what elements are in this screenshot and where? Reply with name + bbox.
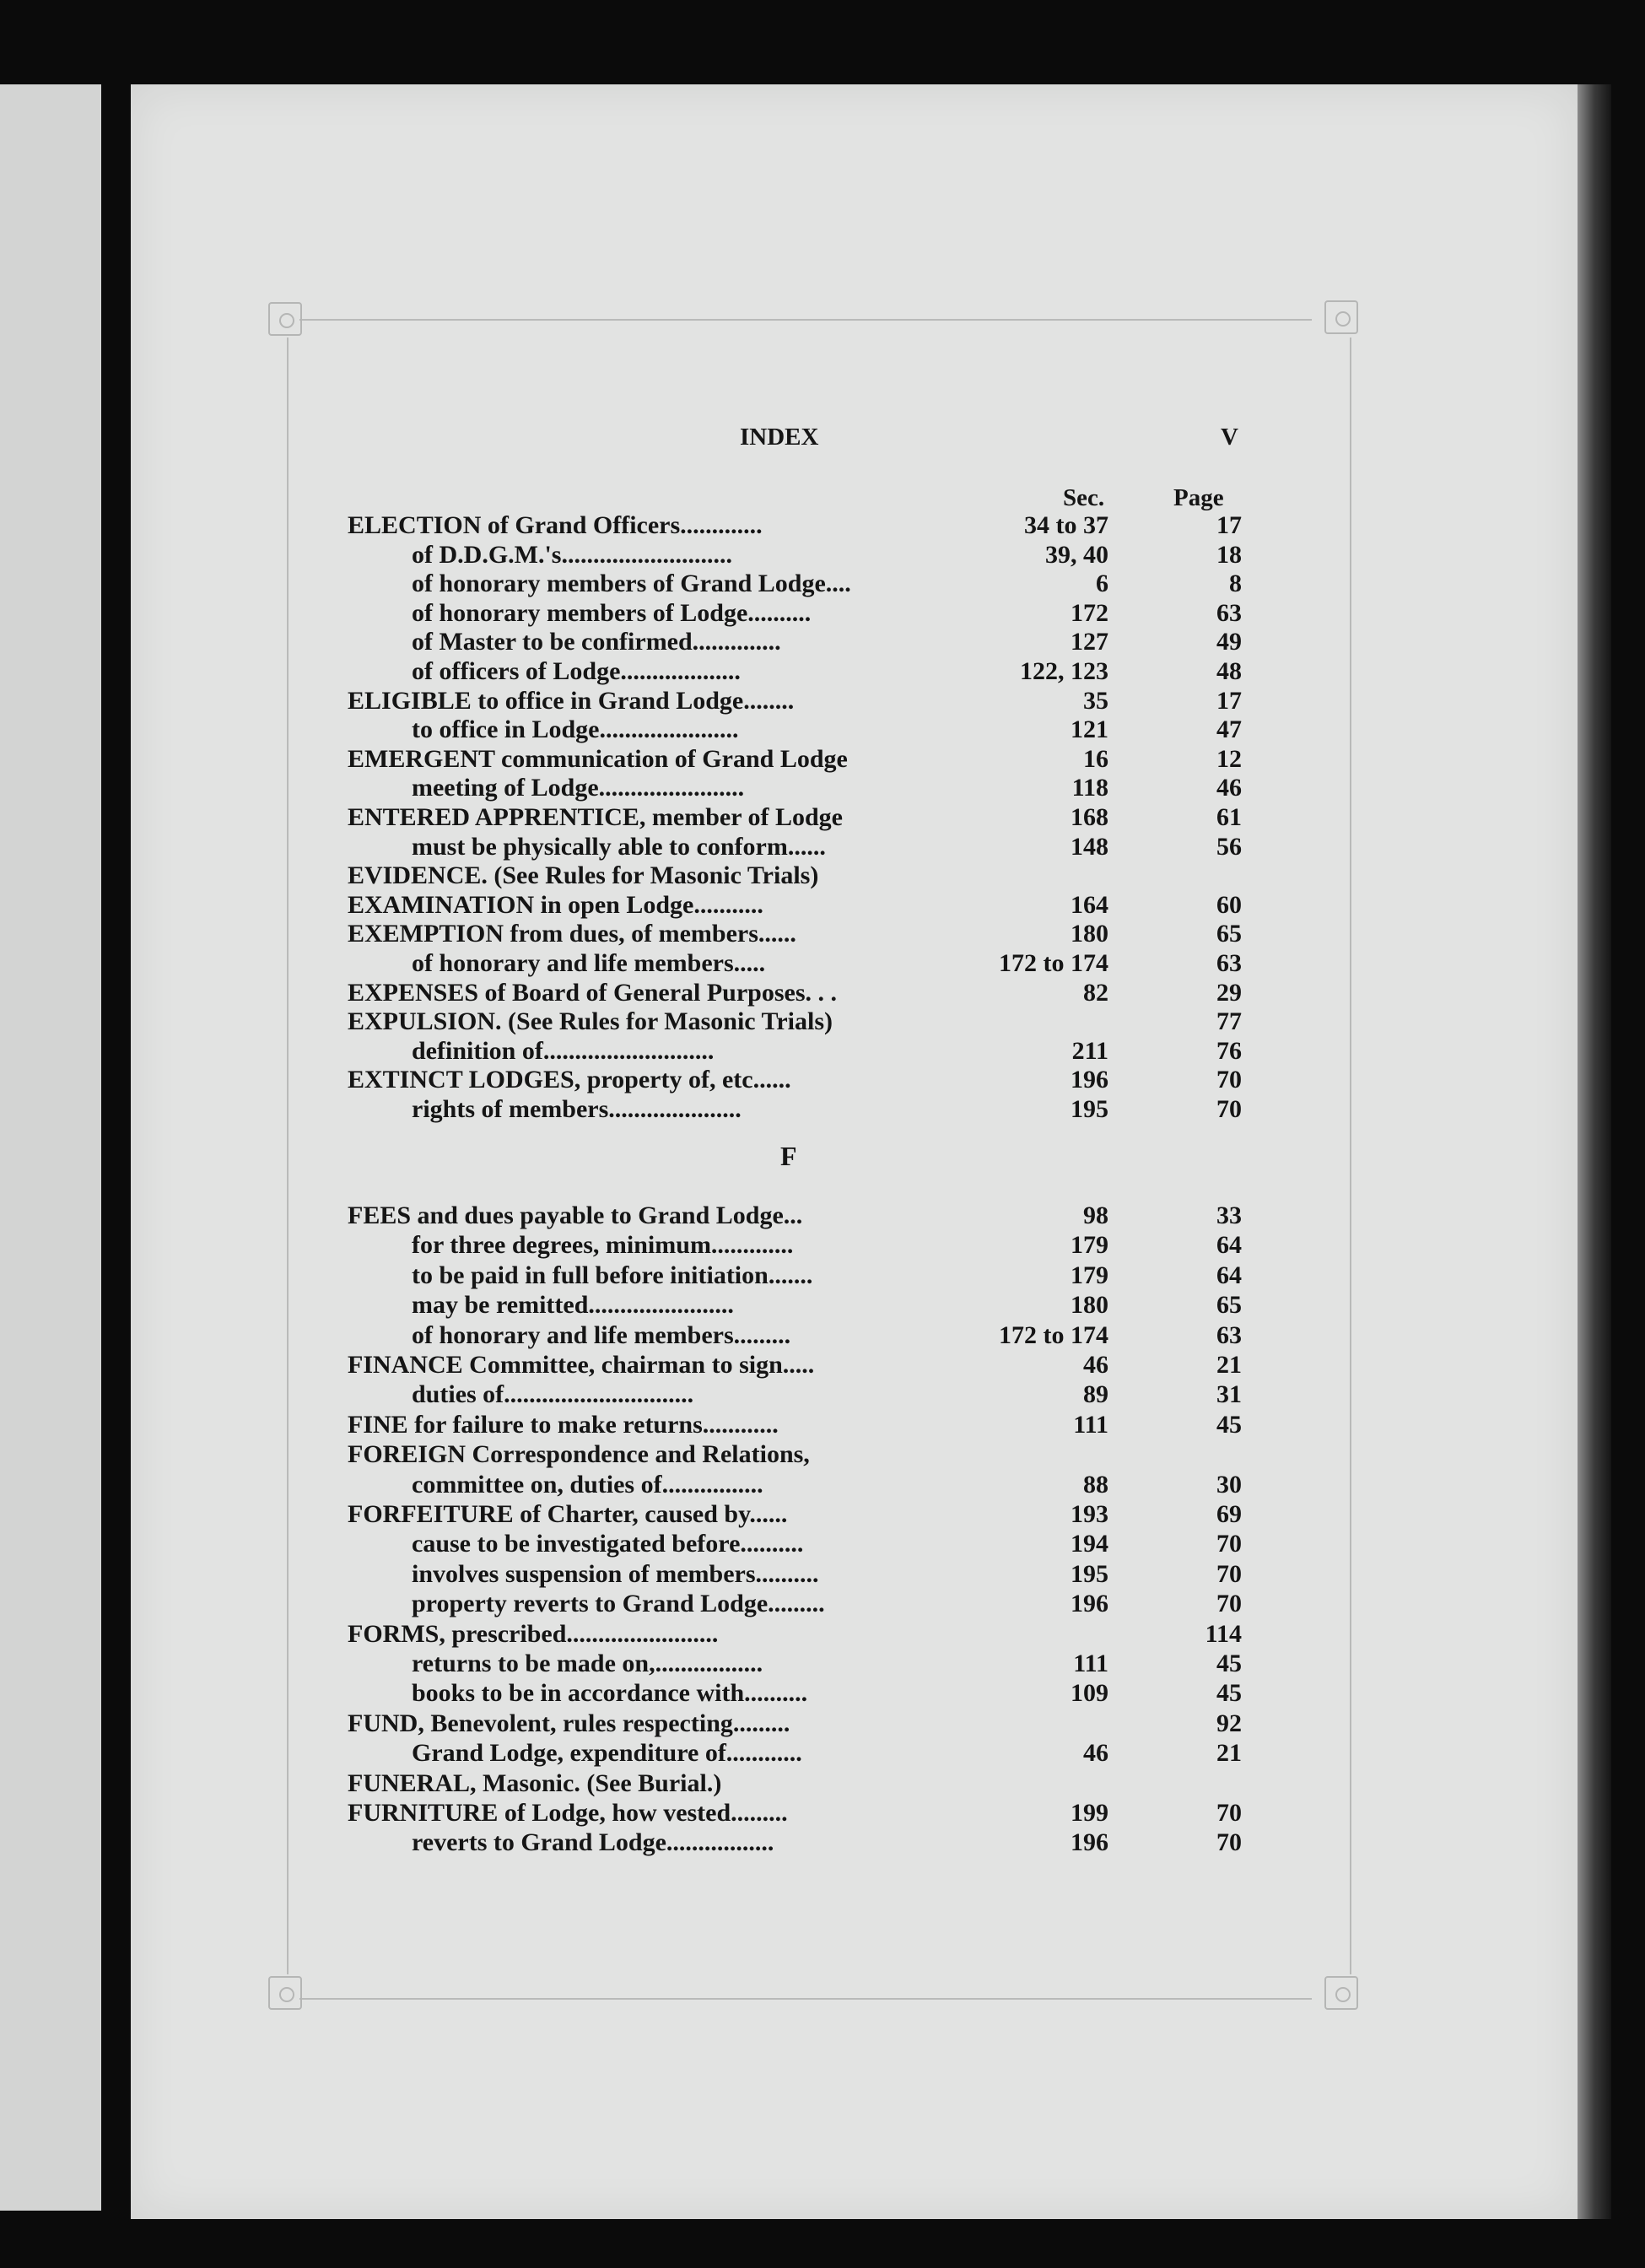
index-entry-section: 127 bbox=[1071, 628, 1108, 656]
index-entry bbox=[348, 1411, 1242, 1439]
index-entry-section: 39, 40 bbox=[1045, 540, 1108, 569]
index-entry bbox=[348, 687, 1242, 716]
index-entry-term: reverts to Grand Lodge................. bbox=[412, 1828, 774, 1857]
index-entry-term: FUNERAL, Masonic. (See Burial.) bbox=[348, 1768, 722, 1797]
adjacent-page-edge bbox=[0, 84, 101, 2211]
index-entry-section: 172 bbox=[1071, 598, 1108, 627]
index-entry-page: 46 bbox=[1216, 774, 1242, 802]
index-entry-page: 76 bbox=[1216, 1036, 1242, 1065]
index-entry-term: FINE for failure to make returns............ bbox=[348, 1410, 779, 1439]
index-entry bbox=[348, 891, 1242, 920]
index-entry bbox=[348, 861, 1242, 890]
index-entry-page: 70 bbox=[1216, 1590, 1242, 1618]
index-entry bbox=[348, 1799, 1242, 1828]
index-entry-term: to be paid in full before initiation....... bbox=[412, 1261, 813, 1289]
index-entry-section: 111 bbox=[1073, 1650, 1108, 1677]
index-entry bbox=[348, 1769, 1242, 1798]
index-entry-page: 63 bbox=[1216, 1320, 1242, 1349]
index-entry bbox=[348, 1500, 1242, 1529]
index-entry-section: 121 bbox=[1071, 716, 1108, 744]
index-entry-page: 47 bbox=[1216, 716, 1242, 744]
index-entry-page: 21 bbox=[1216, 1351, 1242, 1379]
index-entry bbox=[348, 1471, 1242, 1499]
index-entry-term: to office in Lodge...................... bbox=[412, 716, 739, 744]
index-entry bbox=[348, 1828, 1242, 1857]
index-entry-page: 45 bbox=[1216, 1410, 1242, 1439]
index-entry-term: EXPULSION. (See Rules for Masonic Trials) bbox=[348, 1007, 833, 1036]
index-entry-page: 56 bbox=[1216, 832, 1242, 861]
index-entry bbox=[348, 716, 1242, 744]
index-entry-section: 168 bbox=[1071, 803, 1108, 831]
index-entry bbox=[348, 1202, 1242, 1230]
index-entry-term: Grand Lodge, expenditure of............ bbox=[412, 1739, 802, 1768]
index-entry-page: 30 bbox=[1216, 1470, 1242, 1498]
index-entry-page: 12 bbox=[1216, 744, 1242, 773]
index-entry-page: 92 bbox=[1216, 1709, 1242, 1737]
index-entry-section: 172 to 174 bbox=[999, 1320, 1108, 1349]
corner-ornament-top-left bbox=[268, 302, 302, 336]
book-binding-edge bbox=[1578, 84, 1611, 2219]
index-entry-section: 164 bbox=[1071, 890, 1108, 919]
frame-bottom-line bbox=[299, 1998, 1312, 2000]
index-entry-term: meeting of Lodge....................... bbox=[412, 774, 745, 802]
index-entry-term: EXAMINATION in open Lodge........... bbox=[348, 890, 763, 919]
index-entry-term: EVIDENCE. (See Rules for Masonic Trials) bbox=[348, 861, 819, 890]
index-entry-page: 70 bbox=[1216, 1828, 1242, 1857]
index-entry-term: committee on, duties of................ bbox=[412, 1470, 763, 1498]
index-entry bbox=[348, 979, 1242, 1007]
index-entry-term: duties of.............................. bbox=[412, 1380, 694, 1409]
index-entry bbox=[348, 1590, 1242, 1618]
index-entry-page: 70 bbox=[1216, 1799, 1242, 1827]
index-entry-section: 172 to 174 bbox=[999, 949, 1108, 977]
index-entry-term: EXEMPTION from dues, of members...... bbox=[348, 920, 796, 948]
index-entry-term: definition of........................... bbox=[412, 1036, 715, 1065]
index-entry-term: ELIGIBLE to office in Grand Lodge........ bbox=[348, 686, 795, 715]
page-title: INDEX bbox=[740, 424, 819, 451]
index-entry bbox=[348, 1380, 1242, 1409]
corner-ornament-bottom-right bbox=[1324, 1976, 1358, 2010]
index-entry-term: of D.D.G.M.'s........................... bbox=[412, 540, 732, 569]
index-entry-term: of Master to be confirmed.............. bbox=[412, 628, 781, 656]
index-entry-section: 16 bbox=[1083, 744, 1108, 773]
index-entry-term: EMERGENT communication of Grand Lodge bbox=[348, 744, 848, 773]
index-entry bbox=[348, 1351, 1242, 1380]
index-entry bbox=[348, 803, 1242, 832]
index-entry-term: FEES and dues payable to Grand Lodge... bbox=[348, 1202, 803, 1229]
index-entry-term: FUND, Benevolent, rules respecting......... bbox=[348, 1709, 790, 1737]
index-entry-page: 48 bbox=[1216, 657, 1242, 685]
index-entry-section: 180 bbox=[1071, 920, 1108, 948]
index-entry bbox=[348, 1679, 1242, 1708]
index-entry-page: 63 bbox=[1216, 598, 1242, 627]
frame-right-line bbox=[1350, 338, 1351, 1974]
index-entry bbox=[348, 1560, 1242, 1589]
index-entry bbox=[348, 1291, 1242, 1320]
index-entry-term: FORFEITURE of Charter, caused by...... bbox=[348, 1500, 788, 1528]
index-entry-term: must be physically able to conform...... bbox=[412, 832, 826, 861]
index-entry-term: of honorary and life members......... bbox=[412, 1320, 791, 1349]
index-entry-term: EXTINCT LODGES, property of, etc...... bbox=[348, 1066, 791, 1094]
page-column-header: Page bbox=[1173, 484, 1224, 511]
index-entry bbox=[348, 511, 1242, 540]
index-entry bbox=[348, 1231, 1242, 1260]
index-entry-term: ENTERED APPRENTICE, member of Lodge bbox=[348, 803, 843, 831]
index-entry-term: books to be in accordance with.......... bbox=[412, 1679, 808, 1708]
sec-column-header: Sec. bbox=[1063, 484, 1105, 511]
index-entry-term: FINANCE Committee, chairman to sign..... bbox=[348, 1351, 815, 1379]
index-entry bbox=[348, 1440, 1242, 1469]
index-entry-page: 60 bbox=[1216, 890, 1242, 919]
index-entry bbox=[348, 570, 1242, 598]
index-entry-term: of honorary and life members..... bbox=[412, 949, 766, 977]
index-entry-page: 45 bbox=[1216, 1679, 1242, 1708]
index-entry-section: 89 bbox=[1083, 1380, 1108, 1409]
index-entry-term: of officers of Lodge................... bbox=[412, 657, 741, 685]
index-entry-page: 69 bbox=[1216, 1500, 1242, 1528]
index-entry bbox=[348, 1530, 1242, 1558]
index-entry-section: 179 bbox=[1071, 1261, 1108, 1289]
index-entry-page: 18 bbox=[1216, 540, 1242, 569]
index-entry bbox=[348, 541, 1242, 570]
index-entry-section: 196 bbox=[1071, 1066, 1108, 1094]
index-entry-term: FORMS, prescribed........................ bbox=[348, 1619, 719, 1648]
index-entry-section: 122, 123 bbox=[1020, 657, 1108, 685]
index-entry-page: 64 bbox=[1216, 1261, 1242, 1289]
index-entry-section: 196 bbox=[1071, 1590, 1108, 1618]
index-entry bbox=[348, 745, 1242, 774]
index-entry-section: 46 bbox=[1083, 1351, 1108, 1379]
index-entry-page: 70 bbox=[1216, 1095, 1242, 1123]
index-entry-page: 70 bbox=[1216, 1066, 1242, 1094]
index-entry-term: ELECTION of Grand Officers............. bbox=[348, 511, 763, 539]
index-entry-section: 196 bbox=[1071, 1828, 1108, 1857]
frame-left-line bbox=[287, 338, 289, 1974]
index-entry-section: 211 bbox=[1071, 1036, 1108, 1065]
index-entry-page: 17 bbox=[1216, 511, 1242, 539]
index-entry-section: 193 bbox=[1071, 1500, 1108, 1528]
index-entry-page: 61 bbox=[1216, 803, 1242, 831]
index-entry-page: 21 bbox=[1216, 1739, 1242, 1768]
index-entry-page: 65 bbox=[1216, 920, 1242, 948]
index-entry-page: 77 bbox=[1216, 1007, 1242, 1036]
index-entry-section: 35 bbox=[1083, 686, 1108, 715]
index-entry-page: 114 bbox=[1205, 1619, 1242, 1648]
index-entry bbox=[348, 1261, 1242, 1290]
index-entry-page: 17 bbox=[1216, 686, 1242, 715]
scanned-page bbox=[131, 84, 1578, 2219]
index-entry-page: 29 bbox=[1216, 978, 1242, 1007]
index-entry-section: 195 bbox=[1071, 1095, 1108, 1123]
index-entry-page: 45 bbox=[1216, 1650, 1242, 1677]
index-entry bbox=[348, 1007, 1242, 1036]
index-entry-term: returns to be made on,................. bbox=[412, 1650, 763, 1677]
index-entry-section: 180 bbox=[1071, 1291, 1108, 1320]
index-entry-section: 34 to 37 bbox=[1024, 511, 1108, 539]
index-entry-section: 195 bbox=[1071, 1559, 1108, 1588]
index-entry-term: of honorary members of Lodge.......... bbox=[412, 598, 812, 627]
index-entry-page: 64 bbox=[1216, 1231, 1242, 1260]
index-entry-section: 46 bbox=[1083, 1739, 1108, 1768]
index-entry-section: 82 bbox=[1083, 978, 1108, 1007]
index-entry bbox=[348, 1650, 1242, 1678]
index-entry bbox=[348, 1095, 1242, 1124]
index-entry bbox=[348, 599, 1242, 628]
index-entry-section: 199 bbox=[1071, 1799, 1108, 1827]
index-entry-term: EXPENSES of Board of General Purposes. . . bbox=[348, 978, 838, 1007]
index-entry-section: 109 bbox=[1071, 1679, 1108, 1708]
index-entry bbox=[348, 628, 1242, 656]
index-entry-term: for three degrees, minimum............. bbox=[412, 1231, 794, 1260]
index-entry-term: may be remitted....................... bbox=[412, 1291, 734, 1320]
index-entry bbox=[348, 1739, 1242, 1768]
index-entry-page: 8 bbox=[1229, 570, 1242, 598]
index-entry bbox=[348, 1066, 1242, 1094]
index-entry-page: 33 bbox=[1216, 1202, 1242, 1229]
index-entry-section: 179 bbox=[1071, 1231, 1108, 1260]
index-entry-page: 65 bbox=[1216, 1291, 1242, 1320]
index-entry bbox=[348, 1037, 1242, 1066]
index-entry bbox=[348, 949, 1242, 978]
index-entry-section: 118 bbox=[1071, 774, 1108, 802]
index-entry-section: 98 bbox=[1083, 1202, 1108, 1229]
index-entry bbox=[348, 920, 1242, 948]
index-entry bbox=[348, 1620, 1242, 1649]
index-entry-section: 194 bbox=[1071, 1530, 1108, 1558]
index-entry-page: 31 bbox=[1216, 1380, 1242, 1409]
page-number: V bbox=[1221, 424, 1238, 451]
index-entry-term: cause to be investigated before.......... bbox=[412, 1530, 804, 1558]
index-entry-page: 63 bbox=[1216, 949, 1242, 977]
index-entry bbox=[348, 1321, 1242, 1350]
index-entry bbox=[348, 657, 1242, 686]
index-entry bbox=[348, 1709, 1242, 1738]
index-entry-page: 70 bbox=[1216, 1530, 1242, 1558]
index-entry-page: 49 bbox=[1216, 628, 1242, 656]
index-entry-term: FURNITURE of Lodge, how vested......... bbox=[348, 1799, 788, 1827]
section-letter-f: F bbox=[780, 1141, 797, 1171]
index-entry-section: 148 bbox=[1071, 832, 1108, 861]
index-entry-term: rights of members..................... bbox=[412, 1095, 742, 1123]
index-entry bbox=[348, 833, 1242, 861]
index-entry-section: 88 bbox=[1083, 1470, 1108, 1498]
index-entry-section: 6 bbox=[1096, 570, 1108, 598]
index-entry bbox=[348, 774, 1242, 802]
corner-ornament-bottom-left bbox=[268, 1976, 302, 2010]
index-entry-term: property reverts to Grand Lodge......... bbox=[412, 1590, 825, 1618]
index-entry-term: of honorary members of Grand Lodge.... bbox=[412, 570, 851, 598]
index-entry-term: FOREIGN Correspondence and Relations, bbox=[348, 1440, 810, 1469]
corner-ornament-top-right bbox=[1324, 300, 1358, 334]
frame-top-line bbox=[299, 319, 1312, 321]
index-entry-term: involves suspension of members.......... bbox=[412, 1559, 819, 1588]
index-entry-section: 111 bbox=[1073, 1410, 1108, 1439]
index-entry-page: 70 bbox=[1216, 1559, 1242, 1588]
